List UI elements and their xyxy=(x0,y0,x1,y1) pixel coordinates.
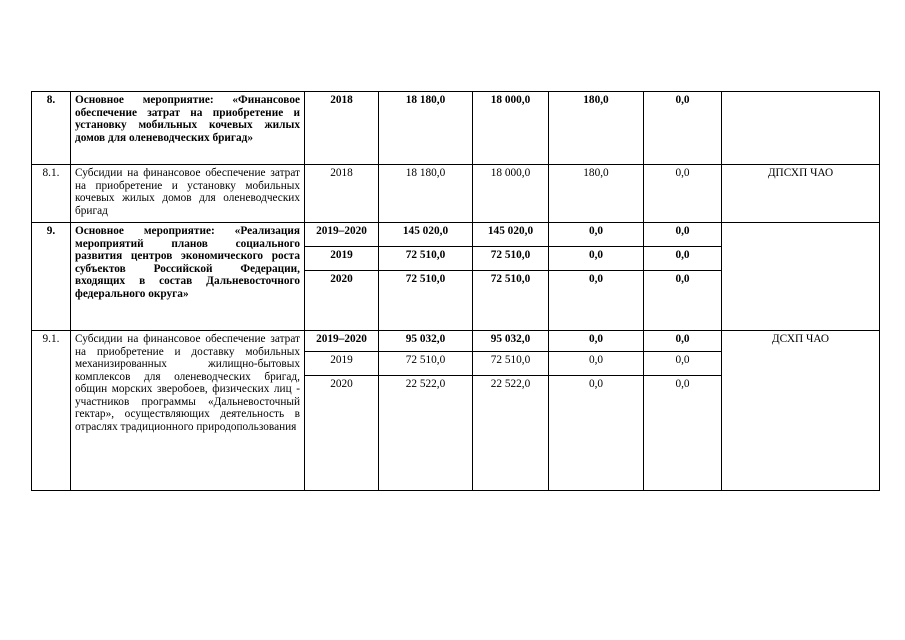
period-cell: 2020 xyxy=(305,376,379,491)
budget-cell-1: 18 000,0 xyxy=(473,92,549,165)
program-measures-table xyxy=(31,91,880,491)
period-cell: 2019–2020 xyxy=(305,331,379,352)
total-cell: 18 180,0 xyxy=(379,92,473,165)
total-cell: 22 522,0 xyxy=(379,376,473,491)
budget-cell-3: 0,0 xyxy=(644,376,722,491)
budget-cell-1: 72 510,0 xyxy=(473,271,549,331)
period-cell: 2020 xyxy=(305,271,379,331)
total-cell: 72 510,0 xyxy=(379,352,473,376)
budget-cell-1: 22 522,0 xyxy=(473,376,549,491)
budget-cell-2: 180,0 xyxy=(549,92,644,165)
budget-cell-3: 0,0 xyxy=(644,352,722,376)
budget-cell-3: 0,0 xyxy=(644,247,722,271)
measure-name: Субсидии на финансовое обеспечение затрат на приобретение и установку мобильных кочевых жилых домов для оленеводческих бригад xyxy=(71,165,305,223)
period-cell: 2019–2020 xyxy=(305,223,379,247)
period-cell: 2019 xyxy=(305,247,379,271)
budget-cell-2: 0,0 xyxy=(549,271,644,331)
total-cell: 72 510,0 xyxy=(379,247,473,271)
period-cell: 2018 xyxy=(305,165,379,223)
total-cell: 18 180,0 xyxy=(379,165,473,223)
budget-cell-1: 72 510,0 xyxy=(473,247,549,271)
period-cell: 2018 xyxy=(305,92,379,165)
executor-cell: ДСХП ЧАО xyxy=(722,331,880,491)
total-cell: 72 510,0 xyxy=(379,271,473,331)
budget-cell-3: 0,0 xyxy=(644,92,722,165)
row-number: 8. xyxy=(32,92,71,165)
executor-cell: ДПСХП ЧАО xyxy=(722,165,880,223)
budget-cell-1: 145 020,0 xyxy=(473,223,549,247)
budget-cell-1: 18 000,0 xyxy=(473,165,549,223)
budget-cell-3: 0,0 xyxy=(644,165,722,223)
budget-cell-2: 0,0 xyxy=(549,223,644,247)
period-cell: 2019 xyxy=(305,352,379,376)
measure-name: Основное мероприятие: «Реализация мероприятий планов социального развития центров экономического роста субъектов Российской Федерации, входящих в состав Дальневосточного федерального округа» xyxy=(71,223,305,331)
budget-cell-1: 72 510,0 xyxy=(473,352,549,376)
budget-cell-2: 0,0 xyxy=(549,331,644,352)
measure-name: Основное мероприятие: «Финансовое обеспечение затрат на приобретение и установку мобильных кочевых жилых домов для оленеводческих бригад» xyxy=(71,92,305,165)
table-row xyxy=(32,92,880,165)
budget-cell-2: 0,0 xyxy=(549,352,644,376)
measure-name: Субсидии на финансовое обеспечение затрат на приобретение и доставку мобильных механизированных жилищно-бытовых комплексов для оленеводческих бригад, общин морских зверобоев, физических лиц - участников программы «Дальневосточный гектар», осуществляющих деятельность в отраслях традиционного природопользования xyxy=(71,331,305,491)
budget-cell-3: 0,0 xyxy=(644,223,722,247)
budget-cell-2: 0,0 xyxy=(549,376,644,491)
budget-cell-2: 180,0 xyxy=(549,165,644,223)
row-number: 8.1. xyxy=(32,165,71,223)
table-row xyxy=(32,165,880,223)
executor-cell xyxy=(722,92,880,165)
row-number: 9.1. xyxy=(32,331,71,491)
table-row xyxy=(32,331,880,352)
budget-cell-3: 0,0 xyxy=(644,331,722,352)
total-cell: 95 032,0 xyxy=(379,331,473,352)
budget-cell-3: 0,0 xyxy=(644,271,722,331)
total-cell: 145 020,0 xyxy=(379,223,473,247)
executor-cell xyxy=(722,223,880,331)
row-number: 9. xyxy=(32,223,71,331)
budget-cell-2: 0,0 xyxy=(549,247,644,271)
budget-cell-1: 95 032,0 xyxy=(473,331,549,352)
table-row xyxy=(32,223,880,247)
